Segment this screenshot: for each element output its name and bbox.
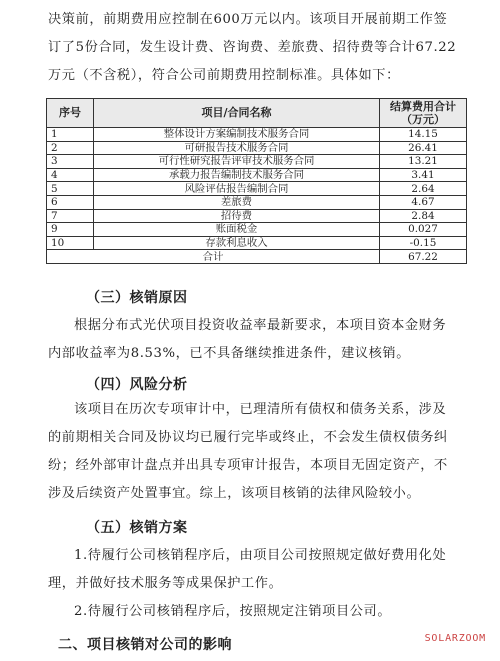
header-seq: 序号 — [47, 99, 94, 128]
table-total-row — [47, 250, 467, 264]
cell-seq: 1 — [47, 128, 94, 142]
cell-seq: 3 — [47, 155, 94, 169]
section5-heading: （五）核销方案 — [86, 520, 188, 536]
cell-seq: 6 — [47, 195, 94, 209]
cell-amount: 3.41 — [380, 168, 467, 182]
cell-name: 承载力报告编制技术服务合同 — [94, 168, 380, 182]
table-row — [47, 209, 467, 223]
cell-seq: 10 — [47, 236, 94, 250]
section5-item1: 1.待履行公司核销程序后，由项目公司按照规定做好费用化处理，并做好技术服务等成果保护工作。 — [48, 548, 447, 591]
cell-amount: 14.15 — [380, 128, 467, 142]
cell-seq: 5 — [47, 182, 94, 196]
table-row — [47, 141, 467, 155]
cell-amount: 13.21 — [380, 155, 467, 169]
cell-seq: 7 — [47, 209, 94, 223]
section4-paragraph: 该项目在历次专项审计中，已理清所有债权和债务关系，涉及的前期相关合同及协议均已履行完毕或终止，不会发生债权债务纠纷；经外部审计盘点并出具专项审计报告，本项目无固定资产，不涉及后续资产处置事宜。综上，该项目核销的法律风险较小。 — [48, 402, 448, 501]
header-amount: 结算费用合计（万元） — [380, 99, 467, 128]
table-row — [47, 155, 467, 169]
cell-amount: 0.027 — [380, 223, 467, 237]
cell-amount: 4.67 — [380, 195, 467, 209]
cell-name: 账面税金 — [94, 223, 380, 237]
section5-item2: 2.待履行公司核销程序后，按照规定注销项目公司。 — [74, 604, 392, 619]
section3-heading: （三）核销原因 — [86, 290, 188, 306]
cell-amount: 2.84 — [380, 209, 467, 223]
cell-seq: 2 — [47, 141, 94, 155]
cell-name: 可研报告技术服务合同 — [94, 141, 380, 155]
watermark: SOLARZOOM — [424, 633, 486, 644]
table-row — [47, 168, 467, 182]
section4-heading: （四）风险分析 — [86, 377, 188, 393]
table-row — [47, 223, 467, 237]
cell-seq: 9 — [47, 223, 94, 237]
cell-name: 存款利息收入 — [94, 236, 380, 250]
header-name: 项目/合同名称 — [94, 99, 380, 128]
cell-name: 可行性研究报告评审技术服务合同 — [94, 155, 380, 169]
table-header-row — [47, 99, 467, 128]
table-row — [47, 182, 467, 196]
cost-table — [46, 98, 467, 264]
total-amount: 67.22 — [380, 250, 467, 264]
cell-amount: 2.64 — [380, 182, 467, 196]
section3-paragraph: 根据分布式光伏项目投资收益率最新要求，本项目资本金财务内部收益率为8.53%，已不具备继续推进条件，建议核销。 — [48, 318, 447, 361]
cell-name: 招待费 — [94, 209, 380, 223]
cell-name: 整体设计方案编制技术服务合同 — [94, 128, 380, 142]
cell-name: 风险评估报告编制合同 — [94, 182, 380, 196]
table-row — [47, 195, 467, 209]
table-row — [47, 128, 467, 142]
cell-amount: 26.41 — [380, 141, 467, 155]
cell-amount: -0.15 — [380, 236, 467, 250]
table-row — [47, 236, 467, 250]
section-two-heading: 二、项目核销对公司的影响 — [58, 637, 232, 653]
cell-seq: 4 — [47, 168, 94, 182]
total-label: 合计 — [47, 250, 380, 264]
cell-name: 差旅费 — [94, 195, 380, 209]
intro-paragraph: 决策前，前期费用应控制在600万元以内。该项目开展前期工作签订了5份合同，发生设计费、咨询费、差旅费、招待费等合计67.22万元（不含税），符合公司前期费用控制标准。具体如下： — [48, 12, 457, 83]
